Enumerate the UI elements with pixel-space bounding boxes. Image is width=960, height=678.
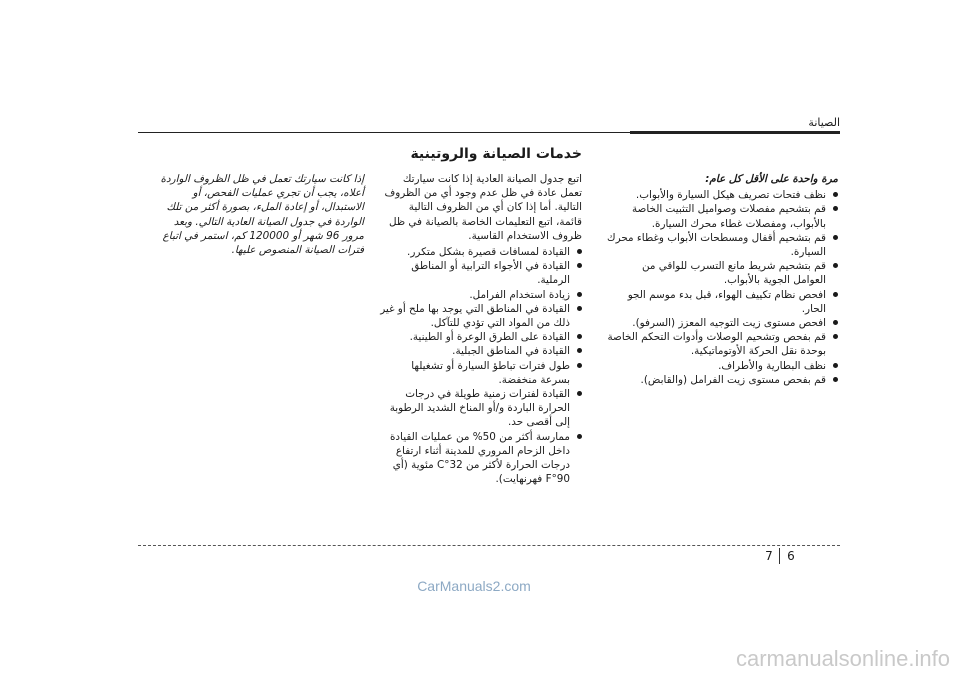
bullet-icon: [833, 206, 838, 211]
list-item: قم بتشحيم شريط مانع التسرب للواقي من العوامل الجوية بالأبواب.: [606, 259, 838, 287]
bullet-icon: [577, 292, 582, 297]
bullet-icon: [833, 363, 838, 368]
bullet-icon: [833, 292, 838, 297]
list-item: قم بفحص مستوى زيت الفرامل (والقابض).: [606, 373, 838, 387]
right-column: [606, 172, 838, 387]
left-column-text: إذا كانت سيارتك تعمل في ظل الظروف الواردة أعلاه، يجب أن تجري عمليات الفحص، أو الاستبدال، أو إعادة الملء، بصورة أكثر من تلك الواردة في جدول الصيانة العادية التالي. وبعد مرور 96 شهر أو 120000 كم، استمر في اتباع فترات الصيانة المنصوص عليها.: [160, 173, 364, 257]
list-item: طول فترات تباطؤ السيارة أو تشغيلها بسرعة منخفضة.: [380, 359, 582, 387]
list-item: قم بفحص وتشحيم الوصلات وأدوات التحكم الخاصة بوحدة نقل الحركة الأوتوماتيكية.: [606, 330, 838, 358]
bullet-icon: [833, 263, 838, 268]
bullet-icon: [833, 377, 838, 382]
bullet-icon: [577, 334, 582, 339]
page-number-left: 6: [787, 549, 795, 563]
bullet-icon: [577, 348, 582, 353]
list-item: نظف فتحات تصريف هيكل السيارة والأبواب.: [606, 188, 838, 202]
header-rule-thin: [138, 132, 630, 133]
bullet-icon: [577, 249, 582, 254]
list-item: زيادة استخدام الفرامل.: [380, 288, 582, 302]
page-title: خدمات الصيانة والروتينية: [410, 146, 582, 162]
list-item: ممارسة أكثر من 50% من عمليات القيادة داخل الزحام المروري للمدينة أثناء ارتفاع درجات الحرارة لأكثر من 32°C مئوية (أي 90°F فهرنهايت).: [380, 430, 582, 487]
page-number-right: 7: [765, 549, 773, 563]
list-item: افحص نظام تكييف الهواء، قبل بدء موسم الجو الحار.: [606, 288, 838, 316]
middle-column: [380, 172, 582, 486]
list-item: القيادة لمسافات قصيرة بشكل متكرر.: [380, 245, 582, 259]
list-item: نظف البطارية والأطراف.: [606, 359, 838, 373]
footer-rule: [138, 545, 840, 546]
list-item: القيادة في المناطق الجبلية.: [380, 344, 582, 358]
header-rule-thick: [630, 131, 840, 134]
list-item: القيادة في الأجواء الترابية أو المناطق الرملية.: [380, 259, 582, 287]
left-column: [156, 172, 364, 257]
list-item: افحص مستوى زيت التوجيه المعزز (السرفو).: [606, 316, 838, 330]
list-item: القيادة على الطرق الوعرة أو الطينية.: [380, 330, 582, 344]
watermark-link: CarManuals2.com: [417, 578, 531, 594]
right-column-heading: مرة واحدة على الأقل كل عام:: [705, 173, 838, 185]
bullet-icon: [833, 320, 838, 325]
page-number-separator: [779, 548, 780, 564]
bullet-icon: [833, 235, 838, 240]
middle-column-list: [380, 245, 582, 486]
list-item: قم بتشحيم مفصلات وصواميل التثبيت الخاصة بالأبواب، ومفصلات غطاء محرك السيارة.: [606, 202, 838, 230]
bullet-icon: [833, 334, 838, 339]
bullet-icon: [577, 391, 582, 396]
section-header: الصيانة: [808, 116, 840, 129]
right-column-list: [606, 188, 838, 387]
bullet-icon: [577, 363, 582, 368]
middle-column-intro: اتبع جدول الصيانة العادية إذا كانت سيارتك تعمل عادة في ظل عدم وجود أي من الظروف التالية. أما إذا كان أي من الظروف التالية قائمة، اتبع التعليمات الخاصة بالصيانة في ظل ظروف الاستخدام القاسية.: [384, 173, 582, 242]
bottom-watermark: carmanualsonline.info: [735, 646, 950, 671]
bullet-icon: [577, 434, 582, 439]
bullet-icon: [577, 306, 582, 311]
list-item: قم بتشحيم أقفال ومسطحات الأبواب وغطاء محرك السيارة.: [606, 231, 838, 259]
bullet-icon: [833, 192, 838, 197]
list-item: القيادة لفترات زمنية طويلة في درجات الحرارة الباردة و/أو المناخ الشديد الرطوبة إلى أقصى حد.: [380, 387, 582, 430]
list-item: القيادة في المناطق التي يوجد بها ملح أو غير ذلك من المواد التي تؤدي للتآكل.: [380, 302, 582, 330]
bullet-icon: [577, 263, 582, 268]
